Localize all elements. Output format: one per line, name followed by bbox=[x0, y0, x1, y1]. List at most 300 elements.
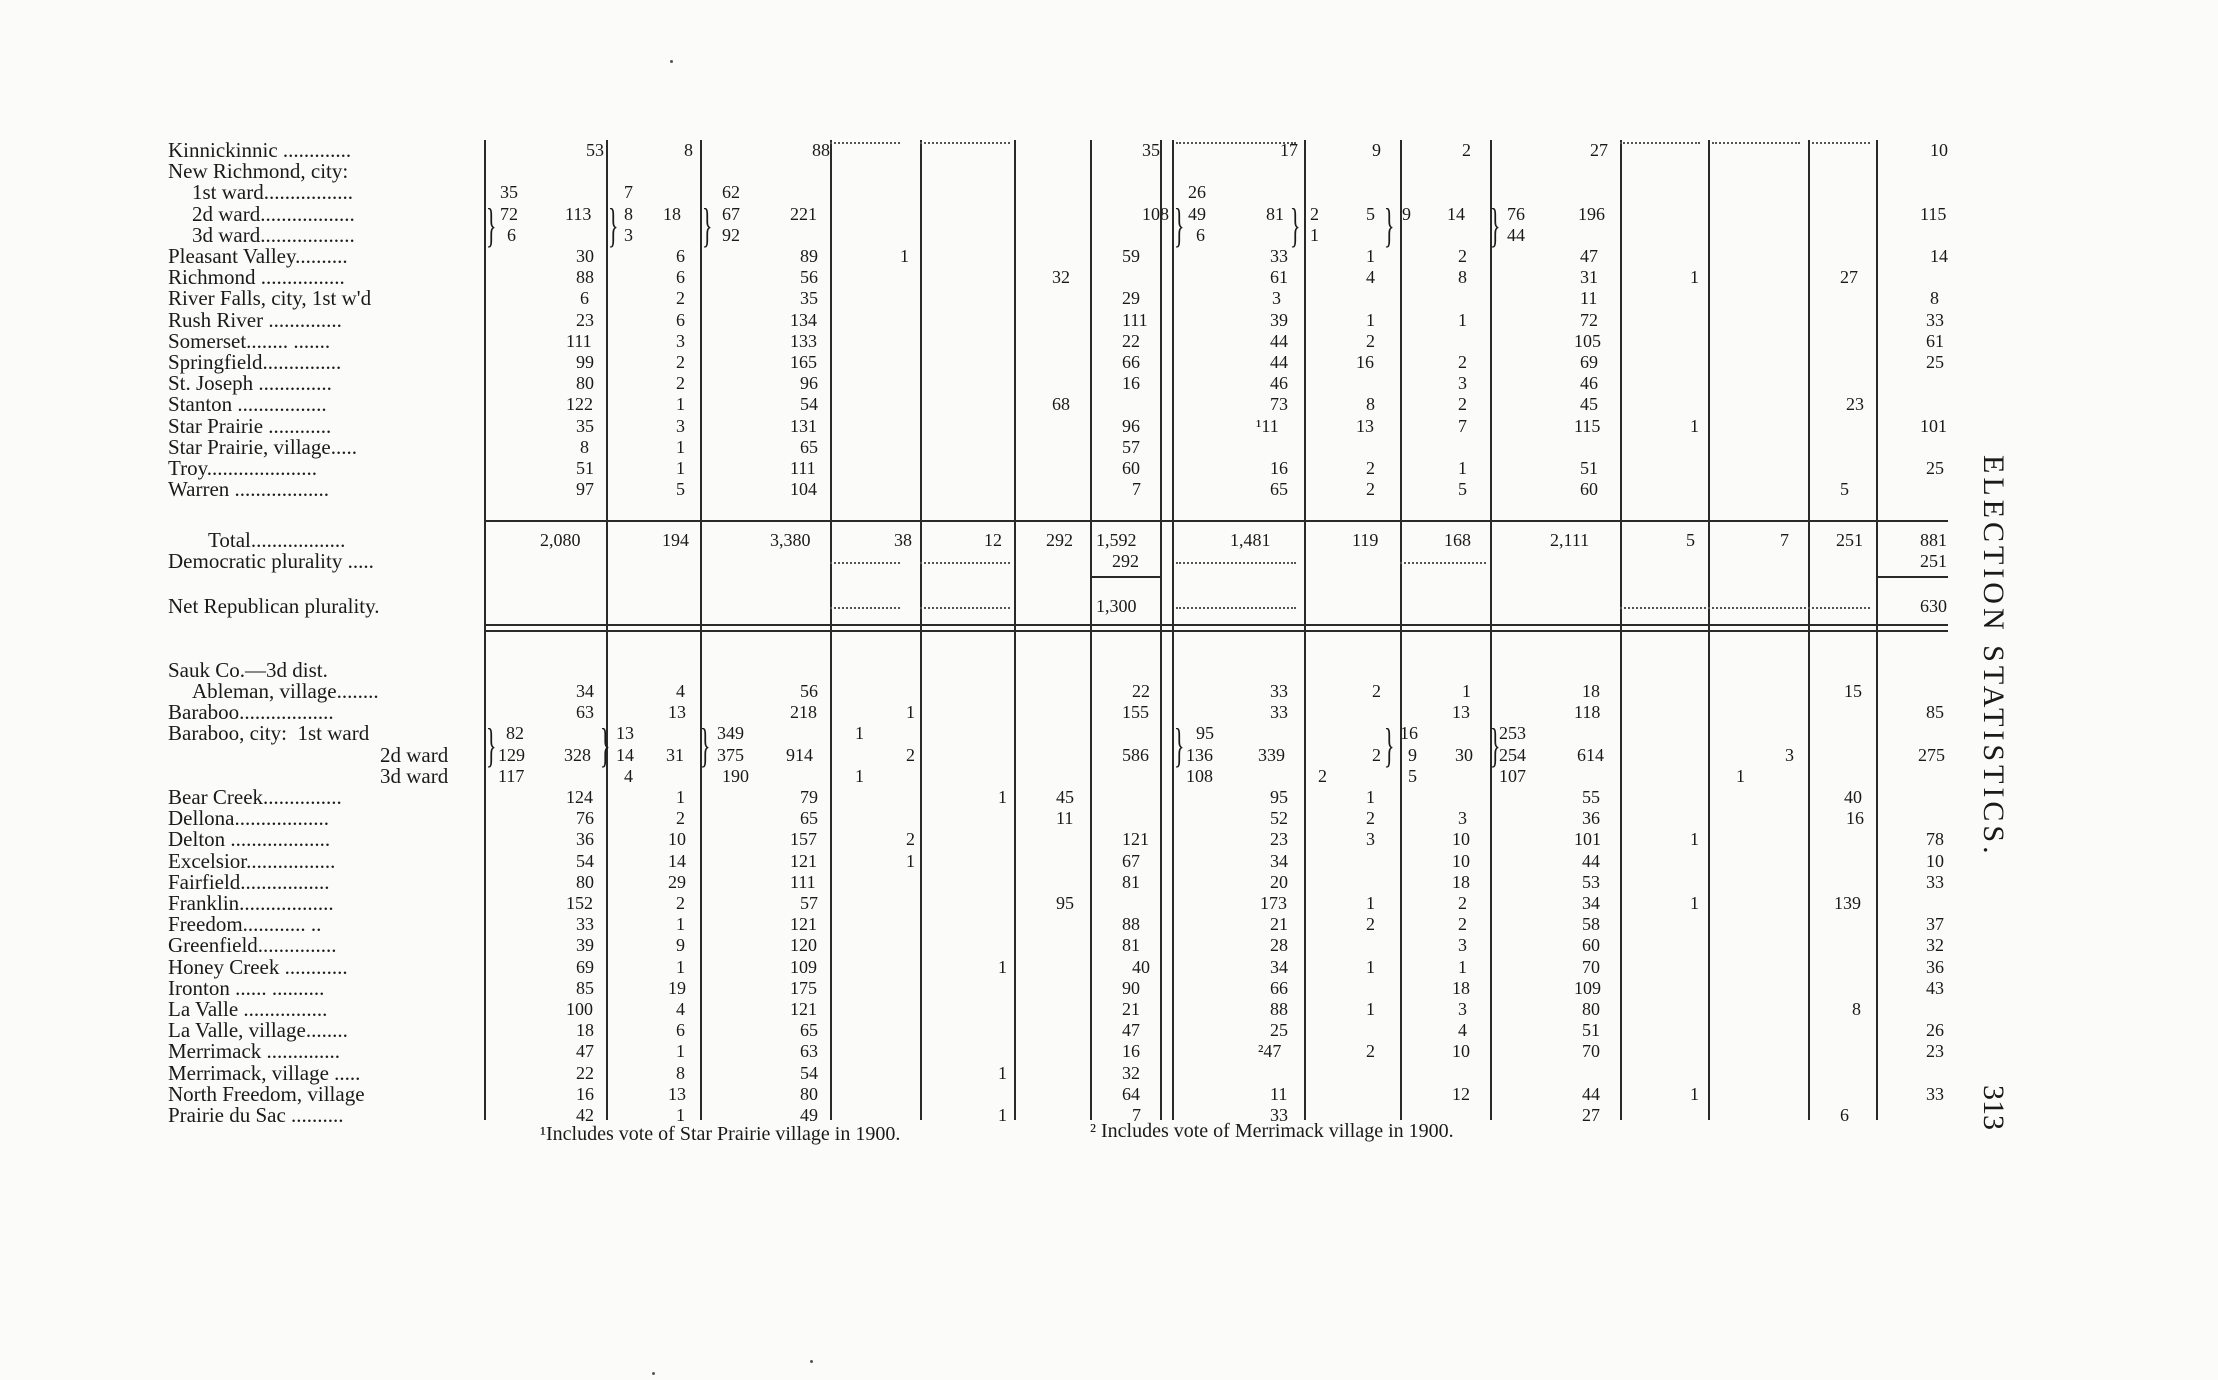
sauk-row-label: Fairfield................. bbox=[168, 869, 330, 894]
plurality-rule bbox=[1876, 576, 1948, 578]
sauk-row-value: 40 bbox=[1844, 787, 1862, 807]
sauk-row-value: 23 bbox=[1926, 1041, 1944, 1062]
sauk-row-value: 121 bbox=[790, 850, 817, 871]
sauk-row-value: 55 bbox=[1582, 787, 1600, 807]
sauk-row-value: 37 bbox=[1926, 914, 1944, 935]
table-row-value: 8 bbox=[624, 203, 633, 224]
sauk-row-value: 8 bbox=[676, 1062, 685, 1083]
sauk-row-value: 80 bbox=[1582, 999, 1600, 1019]
column-rule bbox=[1620, 670, 1622, 1120]
table-row-value: 61 bbox=[1926, 330, 1944, 351]
total-row-value: 3,380 bbox=[770, 530, 811, 550]
brace-mark: } bbox=[1384, 199, 1395, 252]
column-rule bbox=[1304, 670, 1306, 1120]
sauk-row-value: 129 bbox=[498, 744, 525, 765]
sauk-row-label: Excelsior................. bbox=[168, 848, 336, 873]
sauk-row-value: 5 bbox=[1408, 765, 1417, 786]
table-row-label: Troy..................... bbox=[168, 456, 317, 480]
sauk-row-value: 16 bbox=[576, 1083, 594, 1104]
section-rule bbox=[484, 624, 1948, 626]
sauk-row-value: 33 bbox=[1270, 681, 1288, 701]
table-row-value: 66 bbox=[1122, 352, 1140, 372]
table-row-value: 88 bbox=[576, 267, 594, 288]
sauk-row-value: 1 bbox=[1458, 956, 1467, 977]
table-row-value: 35 bbox=[576, 415, 594, 436]
table-row-label: Springfield............... bbox=[168, 350, 342, 374]
sauk-row-value: 58 bbox=[1582, 914, 1600, 935]
total-row-value: 168 bbox=[1444, 530, 1471, 550]
table-row-value: 14 bbox=[1447, 203, 1465, 224]
sauk-row-value: 14 bbox=[616, 744, 634, 765]
sauk-row-value: 70 bbox=[1582, 956, 1600, 977]
table-row-value: 35 bbox=[500, 182, 518, 203]
table-row-label: Richmond ................ bbox=[168, 265, 345, 290]
table-row-label: Rush River .............. bbox=[168, 307, 342, 332]
net-rep-row-value: 630 bbox=[1920, 596, 1947, 616]
sauk-row-value: 18 bbox=[1452, 871, 1470, 892]
brace-mark: } bbox=[600, 719, 611, 772]
sauk-row-label: Ironton ...... .......... bbox=[168, 975, 325, 1000]
dot-leader bbox=[1620, 140, 1700, 144]
sauk-row-value: 3 bbox=[1458, 999, 1467, 1019]
total-row-value: 251 bbox=[1836, 530, 1863, 550]
table-row-value: 96 bbox=[800, 373, 818, 394]
sauk-row-value: 6 bbox=[676, 1020, 685, 1041]
sauk-row-value: 90 bbox=[1122, 977, 1140, 998]
sauk-row-value: 175 bbox=[790, 977, 817, 998]
table-row-value: 6 bbox=[1196, 224, 1205, 245]
table-row-value: 2 bbox=[1458, 394, 1467, 415]
sauk-row-label: Baraboo, city: 1st ward bbox=[168, 721, 370, 746]
table-row-value: 88 bbox=[812, 140, 830, 160]
sauk-row-value: 14 bbox=[668, 850, 686, 871]
sauk-row-value: 11 bbox=[1270, 1083, 1288, 1104]
sauk-row-value: 375 bbox=[717, 744, 744, 765]
sauk-row-value: 118 bbox=[1574, 702, 1601, 723]
table-row-value: 6 bbox=[580, 288, 589, 309]
sauk-row-value: 65 bbox=[800, 1020, 818, 1041]
table-row-label: Somerset........ ....... bbox=[168, 328, 331, 353]
sauk-row-value: 2 bbox=[1366, 914, 1375, 935]
sauk-row-value: 23 bbox=[1270, 829, 1288, 850]
table-row-value: 1 bbox=[1690, 267, 1699, 288]
sauk-row-value: 33 bbox=[1926, 871, 1944, 892]
sauk-row-value: 1 bbox=[855, 723, 864, 744]
table-row-value: 31 bbox=[1580, 267, 1598, 288]
column-rule bbox=[1708, 140, 1710, 670]
sauk-row-value: 121 bbox=[790, 999, 817, 1019]
table-row-value: 2 bbox=[1366, 458, 1375, 478]
sauk-row-value: 16 bbox=[1122, 1041, 1140, 1062]
table-row-value: 2 bbox=[676, 288, 685, 309]
brace-mark: } bbox=[700, 719, 711, 772]
sauk-header: Sauk Co.—3d dist. bbox=[168, 658, 328, 682]
total-row-label: Total.................. bbox=[208, 528, 346, 552]
table-row-value: 59 bbox=[1122, 246, 1140, 266]
table-row-value: 7 bbox=[1132, 479, 1141, 500]
sauk-row-value: 10 bbox=[668, 829, 686, 850]
table-row-value: 97 bbox=[576, 479, 594, 500]
sauk-row-value: 34 bbox=[576, 681, 594, 701]
sauk-row-value: 107 bbox=[1499, 765, 1526, 786]
sauk-row-value: 80 bbox=[800, 1083, 818, 1104]
sauk-row-value: 2 bbox=[1458, 893, 1467, 913]
sauk-row-value: 10 bbox=[1452, 850, 1470, 871]
table-row-value: 30 bbox=[576, 246, 594, 266]
sauk-row-value: 328 bbox=[564, 744, 591, 765]
table-row-value: 73 bbox=[1270, 394, 1288, 415]
table-row-value: 60 bbox=[1122, 458, 1140, 478]
sauk-row-value: 2 bbox=[906, 829, 915, 850]
sauk-row-value: 121 bbox=[790, 914, 817, 935]
sauk-row-value: 109 bbox=[1574, 977, 1601, 998]
sauk-row-value: 43 bbox=[1926, 977, 1944, 998]
table-row-value: 1 bbox=[1366, 246, 1375, 266]
sauk-row-label: Baraboo.................. bbox=[168, 700, 334, 725]
dem-plurality-row-value: 251 bbox=[1920, 551, 1947, 571]
total-rule bbox=[484, 520, 1948, 522]
table-row-value: 89 bbox=[800, 246, 818, 266]
table-row-value: 8 bbox=[1366, 394, 1375, 415]
table-row-value: 1 bbox=[1690, 415, 1699, 436]
table-row-value: 25 bbox=[1926, 352, 1944, 372]
dot-leader bbox=[1712, 140, 1800, 144]
sauk-row-value: 19 bbox=[668, 977, 686, 998]
sauk-row-value: 9 bbox=[1408, 744, 1417, 765]
scan-speck bbox=[652, 1372, 655, 1375]
sauk-row-label: Delton ................... bbox=[168, 827, 331, 852]
table-row-value: 131 bbox=[790, 415, 817, 436]
sauk-row-value: 124 bbox=[566, 787, 593, 807]
column-rule bbox=[1708, 670, 1710, 1120]
sauk-row-value: 80 bbox=[576, 871, 594, 892]
total-row-value: 292 bbox=[1046, 530, 1073, 550]
sauk-row-value: 22 bbox=[576, 1062, 594, 1083]
table-row-value: 51 bbox=[1580, 458, 1598, 478]
table-row-value: 10 bbox=[1930, 140, 1948, 160]
table-row-value: 80 bbox=[576, 373, 594, 394]
sauk-row-value: 1 bbox=[906, 702, 915, 723]
sauk-row-value: 3 bbox=[1458, 808, 1467, 829]
table-row-value: 4 bbox=[1366, 267, 1375, 288]
sauk-row-value: 2 bbox=[676, 893, 685, 913]
sauk-row-value: 31 bbox=[666, 744, 684, 765]
sauk-row-label: La Valle, village........ bbox=[168, 1018, 348, 1043]
table-row-value: 44 bbox=[1270, 330, 1288, 351]
sauk-row-value: 36 bbox=[576, 829, 594, 850]
table-row-label: 3d ward.................. bbox=[192, 222, 355, 247]
table-row-value: 72 bbox=[500, 203, 518, 224]
sauk-row-value: 70 bbox=[1582, 1041, 1600, 1062]
sauk-row-value: 40 bbox=[1132, 956, 1150, 977]
table-row-value: 9 bbox=[1402, 203, 1411, 224]
table-row-value: 68 bbox=[1052, 394, 1070, 415]
net-rep-row-label: Net Republican plurality. bbox=[168, 594, 380, 618]
sauk-row-value: 33 bbox=[1270, 702, 1288, 723]
column-rule bbox=[1014, 140, 1016, 670]
sauk-row-value: 39 bbox=[576, 935, 594, 956]
table-row-label: Warren .................. bbox=[168, 477, 330, 502]
dot-leader bbox=[1176, 560, 1296, 564]
table-row-label: River Falls, city, 1st w'd bbox=[168, 286, 372, 311]
sauk-row-value: 254 bbox=[1499, 744, 1526, 765]
side-title: ELECTION STATISTICS. bbox=[1977, 455, 2010, 858]
sauk-row-value: 20 bbox=[1270, 871, 1288, 892]
table-row-value: 44 bbox=[1270, 352, 1288, 372]
table-row-value: 3 bbox=[624, 224, 633, 245]
table-row-value: 111 bbox=[790, 458, 816, 478]
table-row-value: 3 bbox=[676, 415, 685, 436]
sauk-row-value: 1 bbox=[676, 1105, 685, 1125]
brace-mark: } bbox=[608, 199, 619, 252]
sauk-row-value: 218 bbox=[790, 702, 817, 723]
table-row-value: 44 bbox=[1507, 224, 1525, 245]
sauk-row-value: 1 bbox=[906, 850, 915, 871]
sauk-row-value: 190 bbox=[722, 765, 749, 786]
table-row-value: 23 bbox=[1846, 394, 1864, 415]
sauk-row-value: 47 bbox=[576, 1041, 594, 1062]
sauk-row-value: 253 bbox=[1499, 723, 1526, 744]
brace-mark: } bbox=[1490, 199, 1501, 252]
sauk-row-label: Merrimack, village ..... bbox=[168, 1060, 361, 1085]
brace-mark: } bbox=[1174, 199, 1185, 252]
table-row-value: 3 bbox=[676, 330, 685, 351]
table-row-value: 53 bbox=[586, 140, 604, 160]
table-row-value: 5 bbox=[1458, 479, 1467, 500]
sauk-row-value: 1 bbox=[676, 956, 685, 977]
dem-plurality-row-label: Democratic plurality ..... bbox=[168, 549, 374, 573]
sauk-row-value: 34 bbox=[1270, 956, 1288, 977]
sauk-row-value: 28 bbox=[1270, 935, 1288, 956]
scan-speck bbox=[810, 1360, 813, 1363]
sauk-row-value: 52 bbox=[1270, 808, 1288, 829]
column-rule bbox=[1090, 670, 1092, 1120]
sauk-row-value: 1 bbox=[676, 1041, 685, 1062]
sauk-row-value: 32 bbox=[1926, 935, 1944, 956]
table-row-value: 6 bbox=[676, 309, 685, 330]
sauk-row-label: Franklin.................. bbox=[168, 891, 334, 915]
sauk-row-value: 65 bbox=[800, 808, 818, 829]
table-row-value: 133 bbox=[790, 330, 817, 351]
sauk-row-value: 54 bbox=[576, 850, 594, 871]
sauk-row-value: 34 bbox=[1582, 893, 1600, 913]
sauk-row-value: 64 bbox=[1122, 1083, 1140, 1104]
dot-leader bbox=[1400, 560, 1486, 564]
table-row-value: 196 bbox=[1578, 203, 1605, 224]
sauk-row-value: 51 bbox=[1582, 1020, 1600, 1041]
sauk-row-value: 3 bbox=[1366, 829, 1375, 850]
table-row-value: 8 bbox=[1458, 267, 1467, 288]
table-row-value: 23 bbox=[576, 309, 594, 330]
table-row-value: 101 bbox=[1920, 415, 1947, 436]
table-row-value: 27 bbox=[1840, 267, 1858, 288]
table-row-value: 165 bbox=[790, 352, 817, 372]
brace-mark: } bbox=[486, 719, 497, 772]
sauk-row-value: 152 bbox=[566, 893, 593, 913]
brace-mark: } bbox=[1174, 719, 1185, 772]
sauk-row-value: 2 bbox=[676, 808, 685, 829]
table-row-value: 9 bbox=[1372, 140, 1381, 160]
table-row-value: 5 bbox=[1840, 479, 1849, 500]
sauk-row-value: 1 bbox=[855, 765, 864, 786]
sauk-row-value: 21 bbox=[1270, 914, 1288, 935]
sauk-row-value: 60 bbox=[1582, 935, 1600, 956]
sauk-row-value: 32 bbox=[1122, 1062, 1140, 1083]
table-row-value: 32 bbox=[1052, 267, 1070, 288]
sauk-row-value: 586 bbox=[1122, 744, 1149, 765]
table-row-value: 6 bbox=[676, 267, 685, 288]
plurality-rule bbox=[1090, 576, 1160, 578]
sauk-row-label: North Freedom, village bbox=[168, 1081, 365, 1106]
table-row-value: 11 bbox=[1580, 288, 1598, 309]
footnote-1: ¹Includes vote of Star Prairie village in 1900. bbox=[540, 1123, 901, 1145]
table-row-value: 221 bbox=[790, 203, 817, 224]
sauk-row-value: 15 bbox=[1844, 681, 1862, 701]
table-row-value: 5 bbox=[676, 479, 685, 500]
table-row-value: 115 bbox=[1920, 203, 1947, 224]
sauk-row-value: 79 bbox=[800, 787, 818, 807]
table-row-value: 1 bbox=[676, 436, 685, 457]
table-row-value: 22 bbox=[1122, 330, 1140, 351]
table-row-value: 96 bbox=[1122, 415, 1140, 436]
sauk-row-value: 85 bbox=[576, 977, 594, 998]
column-rule bbox=[1304, 140, 1306, 670]
sauk-row-value: 57 bbox=[800, 893, 818, 913]
total-row-value: 119 bbox=[1352, 530, 1379, 550]
table-row-value: 46 bbox=[1580, 373, 1598, 394]
sauk-row-value: 16 bbox=[1846, 808, 1864, 829]
sauk-row-value: 16 bbox=[1400, 723, 1418, 744]
table-row-value: 8 bbox=[684, 140, 693, 160]
sauk-row-value: 95 bbox=[1056, 893, 1074, 913]
total-row-value: 2,080 bbox=[540, 530, 581, 550]
sauk-row-label: Dellona.................. bbox=[168, 806, 329, 831]
sauk-row-label: 2d ward bbox=[380, 742, 449, 767]
sauk-row-value: 25 bbox=[1270, 1020, 1288, 1041]
sauk-row-value: 173 bbox=[1260, 893, 1287, 913]
total-row-value: 194 bbox=[662, 530, 689, 550]
sauk-row-value: 155 bbox=[1122, 702, 1149, 723]
table-row-label: Kinnickinnic ............. bbox=[168, 138, 352, 162]
sauk-row-value: 349 bbox=[717, 723, 744, 744]
table-row-value: 105 bbox=[1574, 330, 1601, 351]
sauk-row-value: 6 bbox=[1840, 1105, 1849, 1125]
brace-mark: } bbox=[702, 199, 713, 252]
dot-leader bbox=[920, 605, 1010, 609]
table-row-label: St. Joseph .............. bbox=[168, 371, 332, 396]
sauk-row-value: 139 bbox=[1834, 893, 1861, 913]
sauk-row-value: 1 bbox=[1736, 765, 1745, 786]
sauk-row-value: 120 bbox=[790, 935, 817, 956]
page-number: 313 bbox=[1977, 1085, 2010, 1130]
dem-plurality-row-value: 292 bbox=[1112, 551, 1139, 571]
table-row-label: Star Prairie ............ bbox=[168, 413, 332, 438]
dot-leader bbox=[1176, 140, 1296, 144]
sauk-row-value: 614 bbox=[1577, 744, 1604, 765]
total-row-value: 1,481 bbox=[1230, 530, 1271, 550]
table-row-value: 13 bbox=[1356, 415, 1374, 436]
sauk-row-value: 914 bbox=[786, 744, 813, 765]
table-row-value: 33 bbox=[1926, 309, 1944, 330]
sauk-row-value: 2 bbox=[1318, 765, 1327, 786]
table-row-value: 2 bbox=[676, 373, 685, 394]
sauk-row-label: Prairie du Sac .......... bbox=[168, 1103, 344, 1127]
scan-speck bbox=[670, 60, 673, 63]
sauk-row-value: 88 bbox=[1122, 914, 1140, 935]
sauk-row-value: 117 bbox=[498, 765, 525, 786]
sauk-row-value: 63 bbox=[800, 1041, 818, 1062]
table-row-value: 65 bbox=[1270, 479, 1288, 500]
sauk-row-value: 9 bbox=[676, 935, 685, 956]
sauk-row-value: 82 bbox=[506, 723, 524, 744]
table-row-value: 46 bbox=[1270, 373, 1288, 394]
table-row-value: 54 bbox=[800, 394, 818, 415]
table-row-value: 35 bbox=[1142, 140, 1160, 160]
sauk-row-value: 36 bbox=[1926, 956, 1944, 977]
sauk-row-value: ²47 bbox=[1258, 1041, 1282, 1062]
table-row-value: 111 bbox=[566, 330, 592, 351]
table-row-value: 2 bbox=[1366, 479, 1375, 500]
sauk-row-label: Honey Creek ............ bbox=[168, 954, 348, 979]
sauk-row-value: 47 bbox=[1122, 1020, 1140, 1041]
table-row-value: 60 bbox=[1580, 479, 1598, 500]
sauk-row-value: 1 bbox=[1366, 999, 1375, 1019]
sauk-row-value: 2 bbox=[906, 744, 915, 765]
sauk-row-value: 26 bbox=[1926, 1020, 1944, 1041]
sauk-row-value: 34 bbox=[1270, 850, 1288, 871]
column-rule bbox=[920, 670, 922, 1120]
sauk-row-label: La Valle ................ bbox=[168, 997, 328, 1021]
sauk-row-value: 100 bbox=[566, 999, 593, 1019]
column-rule bbox=[1620, 140, 1622, 670]
sauk-row-value: 78 bbox=[1926, 829, 1944, 850]
sauk-row-value: 3 bbox=[1458, 935, 1467, 956]
table-row-value: 115 bbox=[1574, 415, 1601, 436]
sauk-row-value: 18 bbox=[576, 1020, 594, 1041]
table-row-value: 35 bbox=[800, 288, 818, 309]
dot-leader bbox=[830, 560, 900, 564]
total-row-value: 2,111 bbox=[1550, 530, 1590, 550]
sauk-row-value: 67 bbox=[1122, 850, 1140, 871]
table-row-value: 6 bbox=[507, 224, 516, 245]
sauk-row-value: 4 bbox=[1458, 1020, 1467, 1041]
sauk-row-value: 101 bbox=[1574, 829, 1601, 850]
sauk-row-value: 2 bbox=[1366, 808, 1375, 829]
sauk-row-value: 85 bbox=[1926, 702, 1944, 723]
total-row-value: 38 bbox=[894, 530, 912, 550]
column-rule bbox=[1160, 670, 1162, 1120]
net-rep-row-value: 1,300 bbox=[1096, 596, 1137, 616]
sauk-row-value: 2 bbox=[1458, 914, 1467, 935]
brace-mark: } bbox=[1490, 719, 1501, 772]
sauk-row-value: 1 bbox=[1366, 893, 1375, 913]
table-row-value: 5 bbox=[1366, 203, 1375, 224]
sauk-row-value: 109 bbox=[790, 956, 817, 977]
sauk-row-value: 4 bbox=[676, 681, 685, 701]
table-row-value: 2 bbox=[1458, 352, 1467, 372]
table-row-value: 25 bbox=[1926, 458, 1944, 478]
sauk-row-value: 76 bbox=[576, 808, 594, 829]
table-row-value: 16 bbox=[1122, 373, 1140, 394]
table-row-value: 29 bbox=[1122, 288, 1140, 309]
sauk-row-value: 8 bbox=[1852, 999, 1861, 1019]
sauk-row-value: 44 bbox=[1582, 850, 1600, 871]
table-row-value: 113 bbox=[565, 203, 592, 224]
total-row-value: 1,592 bbox=[1096, 530, 1137, 550]
table-row-value: 122 bbox=[566, 394, 593, 415]
sauk-row-label: Bear Creek............... bbox=[168, 785, 342, 809]
dot-leader bbox=[830, 140, 900, 144]
